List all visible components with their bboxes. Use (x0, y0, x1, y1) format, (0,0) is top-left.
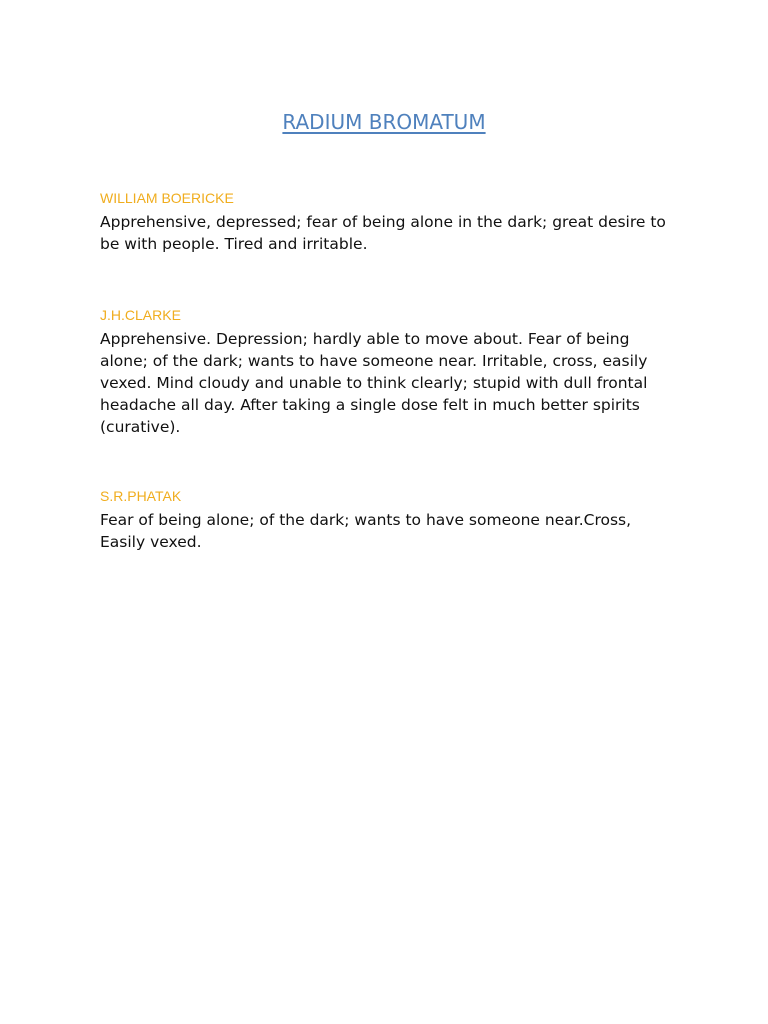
section-boericke (100, 189, 680, 255)
section-clarke (100, 306, 680, 438)
section-text: Fear of being alone; of the dark; wants to have someone near.Cross, Easily vexed. (100, 511, 632, 551)
section-text: Apprehensive, depressed; fear of being alone in the dark; great desire to be with people. Tired and irritable. (100, 213, 666, 253)
section-text: Apprehensive. Depression; hardly able to move about. Fear of being alone; of the dark; wants to have someone near. Irritable, cross, easily vexed. Mind cloudy and unable to think clearly; stupid with dull frontal headache all day. After taking a single dose felt in much better spirits (curative). (100, 330, 648, 436)
section-author: S.R.PHATAK (100, 488, 182, 504)
section-author: WILLIAM BOERICKE (100, 190, 234, 206)
document-title: RADIUM BROMATUM (282, 110, 486, 134)
section-phatak (100, 487, 680, 553)
section-author: J.H.CLARKE (100, 307, 181, 323)
